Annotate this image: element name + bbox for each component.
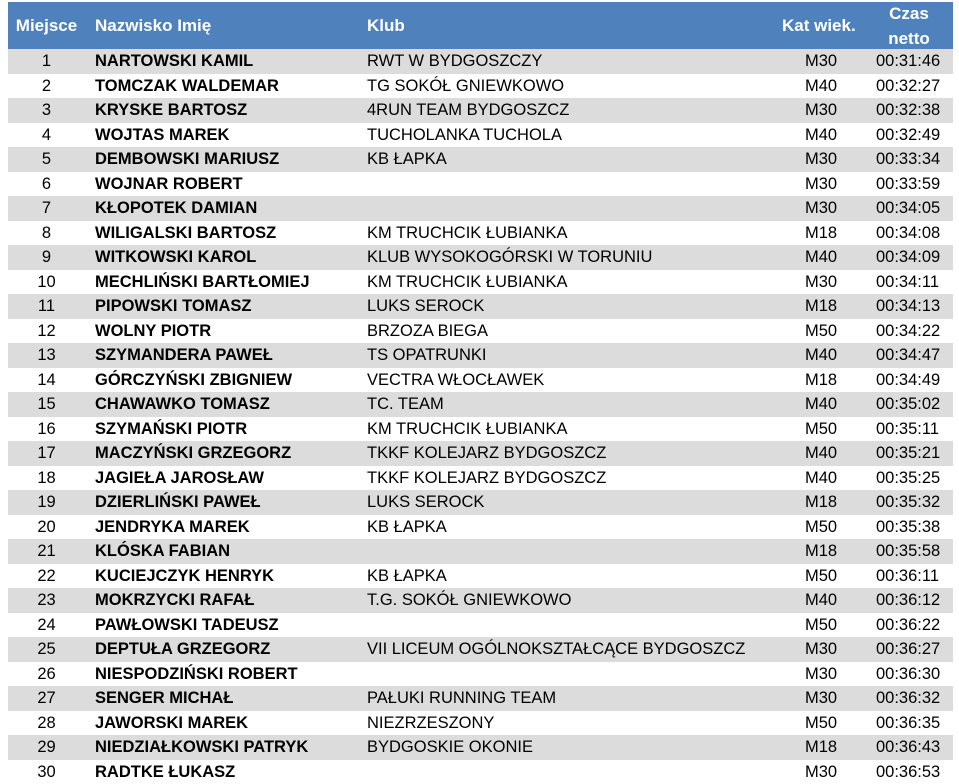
cell-club: KM TRUCHCIK ŁUBIANKA bbox=[367, 273, 567, 292]
cell-place: 17 bbox=[8, 444, 85, 463]
cell-time: 00:36:12 bbox=[876, 591, 940, 610]
cell-time: 00:34:11 bbox=[876, 273, 939, 292]
table-row bbox=[8, 74, 953, 99]
cell-category: M30 bbox=[805, 199, 837, 218]
cell-place: 15 bbox=[8, 395, 85, 414]
cell-club: VII LICEUM OGÓLNOKSZTAŁCĄCE BYDGOSZCZ bbox=[367, 640, 745, 659]
header-club: Klub bbox=[367, 16, 405, 36]
cell-time: 00:34:05 bbox=[876, 199, 940, 218]
cell-category: M30 bbox=[805, 689, 837, 708]
cell-category: M18 bbox=[805, 738, 837, 757]
table-row bbox=[8, 637, 953, 662]
table-row bbox=[8, 417, 953, 442]
header-time-line2: netto bbox=[874, 29, 944, 49]
cell-time: 00:34:47 bbox=[876, 346, 940, 365]
cell-category: M40 bbox=[805, 248, 837, 267]
cell-club: T.G. SOKÓŁ GNIEWKOWO bbox=[367, 591, 571, 610]
cell-place: 19 bbox=[8, 493, 85, 512]
cell-place: 4 bbox=[8, 126, 85, 145]
table-row bbox=[8, 221, 953, 246]
cell-time: 00:35:21 bbox=[876, 444, 940, 463]
cell-place: 5 bbox=[8, 150, 85, 169]
cell-name: MECHLIŃSKI BARTŁOMIEJ bbox=[95, 273, 310, 292]
cell-place: 22 bbox=[8, 567, 85, 586]
cell-place: 16 bbox=[8, 420, 85, 439]
cell-time: 00:34:08 bbox=[876, 224, 940, 243]
cell-club: TC. TEAM bbox=[367, 395, 444, 414]
table-body bbox=[8, 49, 953, 784]
cell-club: TUCHOLANKA TUCHOLA bbox=[367, 126, 562, 145]
cell-category: M40 bbox=[805, 395, 837, 414]
cell-time: 00:36:53 bbox=[876, 763, 940, 782]
cell-place: 9 bbox=[8, 248, 85, 267]
cell-club: LUKS SEROCK bbox=[367, 297, 484, 316]
cell-name: DEMBOWSKI MARIUSZ bbox=[95, 150, 279, 169]
table-header bbox=[8, 2, 953, 49]
cell-place: 28 bbox=[8, 714, 85, 733]
cell-club: KB ŁAPKA bbox=[367, 150, 447, 169]
cell-place: 27 bbox=[8, 689, 85, 708]
table-row bbox=[8, 711, 953, 736]
cell-name: WOJTAS MAREK bbox=[95, 126, 229, 145]
table-row bbox=[8, 613, 953, 638]
cell-name: WILIGALSKI BARTOSZ bbox=[95, 224, 276, 243]
cell-place: 13 bbox=[8, 346, 85, 365]
cell-time: 00:36:32 bbox=[876, 689, 940, 708]
cell-time: 00:36:22 bbox=[876, 616, 940, 635]
table-row bbox=[8, 490, 953, 515]
cell-name: NIEDZIAŁKOWSKI PATRYK bbox=[95, 738, 308, 757]
cell-club: BRZOZA BIEGA bbox=[367, 322, 488, 341]
cell-place: 20 bbox=[8, 518, 85, 537]
cell-club: BYDGOSKIE OKONIE bbox=[367, 738, 533, 757]
cell-time: 00:32:27 bbox=[876, 77, 940, 96]
header-category: Kat wiek. bbox=[782, 16, 856, 36]
cell-place: 24 bbox=[8, 616, 85, 635]
cell-club: RWT W BYDGOSZCZY bbox=[367, 52, 542, 71]
cell-name: CHAWAWKO TOMASZ bbox=[95, 395, 270, 414]
table-row bbox=[8, 270, 953, 295]
cell-category: M30 bbox=[805, 640, 837, 659]
cell-place: 30 bbox=[8, 763, 85, 782]
cell-place: 11 bbox=[8, 297, 85, 316]
cell-category: M18 bbox=[805, 297, 837, 316]
cell-club: TKKF KOLEJARZ BYDGOSZCZ bbox=[367, 444, 606, 463]
cell-club: KB ŁAPKA bbox=[367, 567, 447, 586]
cell-time: 00:34:13 bbox=[876, 297, 940, 316]
cell-club: KLUB WYSOKOGÓRSKI W TORUNIU bbox=[367, 248, 652, 267]
cell-club: NIEZRZESZONY bbox=[367, 714, 494, 733]
table-row bbox=[8, 319, 953, 344]
cell-place: 21 bbox=[8, 542, 85, 561]
cell-category: M40 bbox=[805, 591, 837, 610]
cell-time: 00:33:34 bbox=[876, 150, 940, 169]
cell-name: WITKOWSKI KAROL bbox=[95, 248, 256, 267]
cell-time: 00:32:38 bbox=[876, 101, 940, 120]
cell-club: TS OPATRUNKI bbox=[367, 346, 486, 365]
cell-category: M30 bbox=[805, 763, 837, 782]
cell-category: M40 bbox=[805, 126, 837, 145]
table-row bbox=[8, 294, 953, 319]
cell-category: M30 bbox=[805, 101, 837, 120]
cell-place: 14 bbox=[8, 371, 85, 390]
cell-name: RADTKE ŁUKASZ bbox=[95, 763, 235, 782]
cell-name: KRYSKE BARTOSZ bbox=[95, 101, 247, 120]
cell-time: 00:34:09 bbox=[876, 248, 940, 267]
cell-category: M50 bbox=[805, 322, 837, 341]
cell-time: 00:36:30 bbox=[876, 665, 940, 684]
cell-time: 00:35:25 bbox=[876, 469, 940, 488]
cell-place: 1 bbox=[8, 52, 85, 71]
cell-time: 00:36:11 bbox=[876, 567, 939, 586]
cell-place: 25 bbox=[8, 640, 85, 659]
table-row bbox=[8, 686, 953, 711]
table-row bbox=[8, 539, 953, 564]
cell-category: M50 bbox=[805, 714, 837, 733]
cell-place: 7 bbox=[8, 199, 85, 218]
cell-club: 4RUN TEAM BYDGOSZCZ bbox=[367, 101, 569, 120]
cell-club: TKKF KOLEJARZ BYDGOSZCZ bbox=[367, 469, 606, 488]
table-row bbox=[8, 564, 953, 589]
cell-place: 12 bbox=[8, 322, 85, 341]
cell-time: 00:35:11 bbox=[876, 420, 939, 439]
cell-time: 00:35:32 bbox=[876, 493, 940, 512]
cell-time: 00:35:38 bbox=[876, 518, 940, 537]
table-row bbox=[8, 735, 953, 760]
cell-time: 00:36:43 bbox=[876, 738, 940, 757]
cell-name: PAWŁOWSKI TADEUSZ bbox=[95, 616, 279, 635]
cell-place: 23 bbox=[8, 591, 85, 610]
table-row bbox=[8, 760, 953, 784]
table-row bbox=[8, 343, 953, 368]
cell-name: KUCIEJCZYK HENRYK bbox=[95, 567, 274, 586]
cell-place: 3 bbox=[8, 101, 85, 120]
cell-category: M30 bbox=[805, 665, 837, 684]
table-row bbox=[8, 147, 953, 172]
cell-name: SZYMAŃSKI PIOTR bbox=[95, 420, 247, 439]
cell-name: KLÓSKA FABIAN bbox=[95, 542, 230, 561]
cell-time: 00:35:58 bbox=[876, 542, 940, 561]
cell-place: 10 bbox=[8, 273, 85, 292]
cell-time: 00:35:02 bbox=[876, 395, 940, 414]
cell-time: 00:33:59 bbox=[876, 175, 940, 194]
cell-club: KM TRUCHCIK ŁUBIANKA bbox=[367, 420, 567, 439]
cell-name: NIESPODZIŃSKI ROBERT bbox=[95, 665, 298, 684]
cell-place: 2 bbox=[8, 77, 85, 96]
cell-name: JAGIEŁA JAROSŁAW bbox=[95, 469, 264, 488]
table-row bbox=[8, 588, 953, 613]
cell-category: M50 bbox=[805, 567, 837, 586]
table-row bbox=[8, 466, 953, 491]
cell-place: 8 bbox=[8, 224, 85, 243]
cell-category: M40 bbox=[805, 444, 837, 463]
cell-place: 29 bbox=[8, 738, 85, 757]
table-row bbox=[8, 441, 953, 466]
cell-time: 00:36:35 bbox=[876, 714, 940, 733]
cell-name: MOKRZYCKI RAFAŁ bbox=[95, 591, 255, 610]
table-row bbox=[8, 392, 953, 417]
cell-category: M50 bbox=[805, 420, 837, 439]
cell-name: JAWORSKI MAREK bbox=[95, 714, 248, 733]
cell-category: M40 bbox=[805, 469, 837, 488]
header-name: Nazwisko Imię bbox=[95, 16, 211, 36]
cell-category: M50 bbox=[805, 518, 837, 537]
cell-club: KM TRUCHCIK ŁUBIANKA bbox=[367, 224, 567, 243]
cell-category: M50 bbox=[805, 616, 837, 635]
header-time-line1: Czas bbox=[874, 4, 944, 24]
table-row bbox=[8, 98, 953, 123]
table-row bbox=[8, 245, 953, 270]
cell-club: LUKS SEROCK bbox=[367, 493, 484, 512]
cell-time: 00:34:22 bbox=[876, 322, 940, 341]
cell-category: M18 bbox=[805, 542, 837, 561]
cell-time: 00:36:27 bbox=[876, 640, 940, 659]
cell-time: 00:32:49 bbox=[876, 126, 940, 145]
cell-name: GÓRCZYŃSKI ZBIGNIEW bbox=[95, 371, 292, 390]
table-row bbox=[8, 123, 953, 148]
cell-club: PAŁUKI RUNNING TEAM bbox=[367, 689, 556, 708]
header-place: Miejsce bbox=[8, 16, 85, 36]
cell-name: WOLNY PIOTR bbox=[95, 322, 211, 341]
cell-category: M18 bbox=[805, 371, 837, 390]
table-row bbox=[8, 662, 953, 687]
cell-name: PIPOWSKI TOMASZ bbox=[95, 297, 251, 316]
cell-category: M30 bbox=[805, 52, 837, 71]
cell-category: M18 bbox=[805, 224, 837, 243]
cell-club: KB ŁAPKA bbox=[367, 518, 447, 537]
cell-club: TG SOKÓŁ GNIEWKOWO bbox=[367, 77, 564, 96]
cell-name: SZYMANDERA PAWEŁ bbox=[95, 346, 273, 365]
cell-name: NARTOWSKI KAMIL bbox=[95, 52, 253, 71]
table-row bbox=[8, 368, 953, 393]
cell-name: JENDRYKA MAREK bbox=[95, 518, 250, 537]
cell-name: DZIERLIŃSKI PAWEŁ bbox=[95, 493, 261, 512]
cell-category: M40 bbox=[805, 77, 837, 96]
table-row bbox=[8, 196, 953, 221]
cell-category: M30 bbox=[805, 273, 837, 292]
cell-place: 26 bbox=[8, 665, 85, 684]
cell-category: M30 bbox=[805, 175, 837, 194]
cell-name: KŁOPOTEK DAMIAN bbox=[95, 199, 257, 218]
cell-name: MACZYŃSKI GRZEGORZ bbox=[95, 444, 291, 463]
table-row bbox=[8, 515, 953, 540]
cell-time: 00:31:46 bbox=[876, 52, 940, 71]
cell-name: DEPTUŁA GRZEGORZ bbox=[95, 640, 270, 659]
table-row bbox=[8, 49, 953, 74]
cell-club: VECTRA WŁOCŁAWEK bbox=[367, 371, 544, 390]
cell-name: SENGER MICHAŁ bbox=[95, 689, 233, 708]
cell-category: M30 bbox=[805, 150, 837, 169]
cell-category: M40 bbox=[805, 346, 837, 365]
cell-name: WOJNAR ROBERT bbox=[95, 175, 243, 194]
cell-category: M18 bbox=[805, 493, 837, 512]
cell-place: 18 bbox=[8, 469, 85, 488]
table-row bbox=[8, 172, 953, 197]
cell-time: 00:34:49 bbox=[876, 371, 940, 390]
cell-name: TOMCZAK WALDEMAR bbox=[95, 77, 279, 96]
cell-place: 6 bbox=[8, 175, 85, 194]
